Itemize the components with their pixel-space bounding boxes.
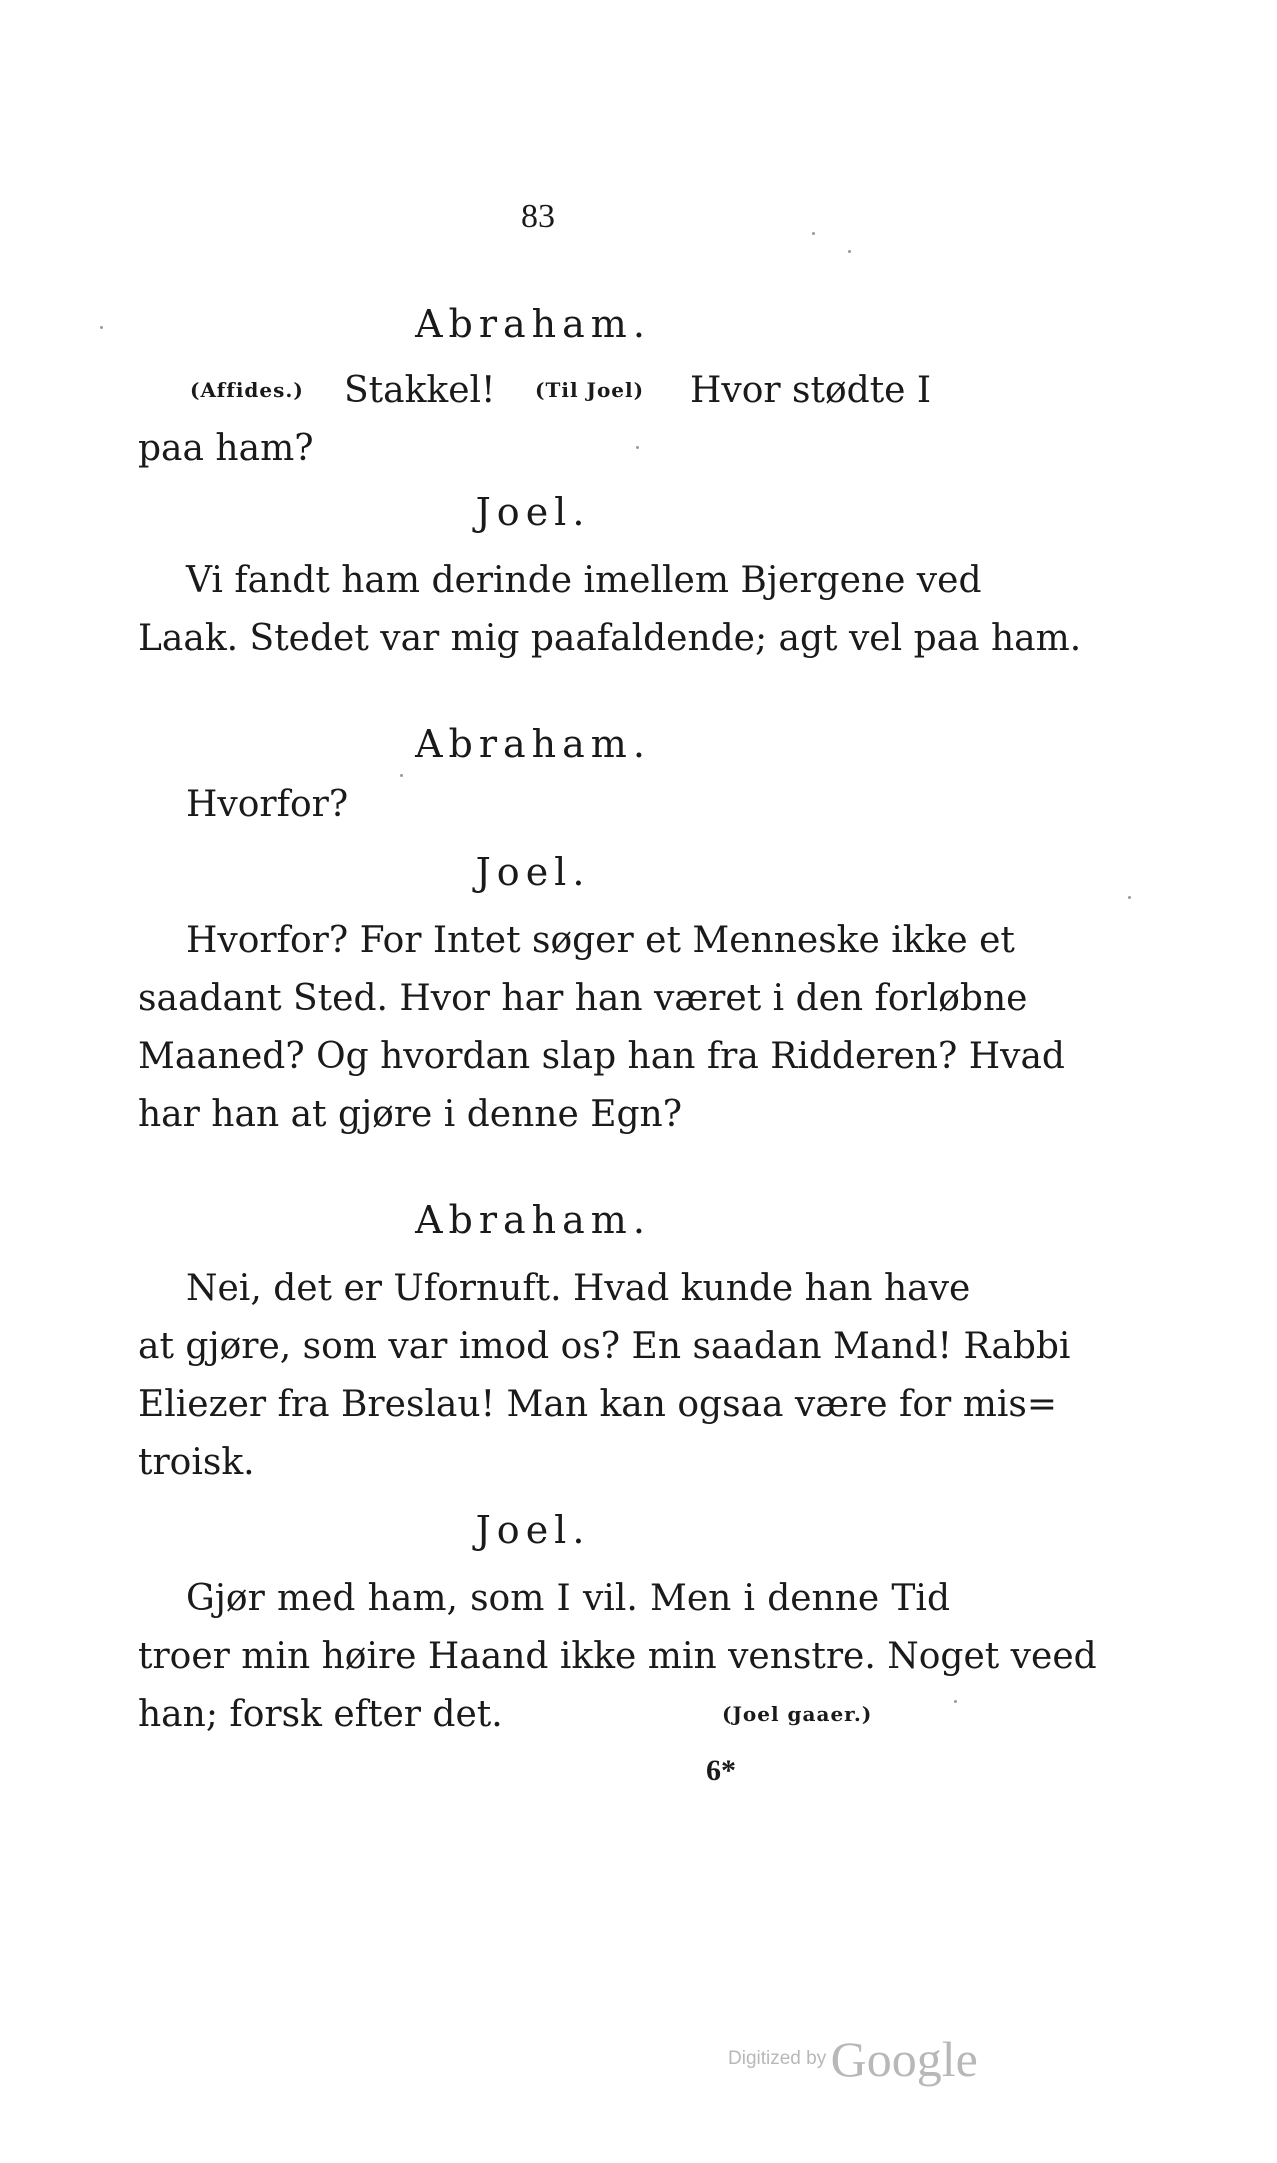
speaker-abraham: Abraham. bbox=[415, 722, 651, 766]
print-speck bbox=[400, 774, 403, 777]
dialogue-line: Maaned? Og hvordan slap han fra Ridderen? Hvad bbox=[138, 1036, 1065, 1077]
dialogue-line: Hvor stødte I bbox=[690, 370, 932, 411]
dialogue-line: at gjøre, som var imod os? En saadan Mand! Rabbi bbox=[138, 1326, 1071, 1367]
dialogue-line: paa ham? bbox=[138, 428, 314, 469]
dialogue-line: Nei, det er Ufornuft. Hvad kunde han have bbox=[186, 1268, 971, 1309]
dialogue-line: Gjør med ham, som I vil. Men i denne Tid bbox=[186, 1578, 950, 1619]
dialogue-line: Laak. Stedet var mig paafaldende; agt vel paa ham. bbox=[138, 618, 1082, 659]
dialogue-line: Eliezer fra Breslau! Man kan ogsaa være for mis= bbox=[138, 1384, 1057, 1425]
dialogue-line: troisk. bbox=[138, 1442, 255, 1483]
print-speck bbox=[848, 250, 851, 253]
dialogue-line: Stakkel! bbox=[344, 370, 496, 411]
speaker-joel: Joel. bbox=[475, 490, 591, 534]
print-speck bbox=[1128, 896, 1131, 899]
print-speck bbox=[636, 446, 639, 449]
dialogue-line: han; forsk efter det. bbox=[138, 1694, 503, 1735]
digitized-by-label: Digitized by bbox=[728, 2048, 827, 2069]
speaker-abraham: Abraham. bbox=[415, 1198, 651, 1242]
speaker-joel: Joel. bbox=[475, 850, 591, 894]
google-logo: Google bbox=[830, 2031, 978, 2087]
stage-direction-joel-gaaer: (Joel gaaer.) bbox=[722, 1702, 873, 1726]
dialogue-line: Hvorfor? bbox=[186, 784, 349, 825]
dialogue-line: troer min høire Haand ikke min venstre. Noget veed bbox=[138, 1636, 1097, 1677]
dialogue-line: saadant Sted. Hvor har han været i den forløbne bbox=[138, 978, 1028, 1019]
stage-direction-affides: (Affides.) bbox=[190, 378, 304, 402]
print-speck bbox=[954, 1700, 957, 1703]
digitized-watermark bbox=[728, 2030, 978, 2088]
signature-mark: 6* bbox=[706, 1754, 736, 1787]
dialogue-line: har han at gjøre i denne Egn? bbox=[138, 1094, 683, 1135]
speaker-abraham: Abraham. bbox=[415, 302, 651, 346]
dialogue-line: Hvorfor? For Intet søger et Menneske ikke et bbox=[186, 920, 1015, 961]
page-number: 83 bbox=[521, 198, 555, 235]
print-speck bbox=[812, 232, 815, 235]
stage-direction-til-joel: (Til Joel) bbox=[535, 378, 645, 402]
speaker-joel: Joel. bbox=[475, 1508, 591, 1552]
dialogue-line: Vi fandt ham derinde imellem Bjergene ved bbox=[186, 560, 982, 601]
print-speck bbox=[100, 326, 103, 329]
